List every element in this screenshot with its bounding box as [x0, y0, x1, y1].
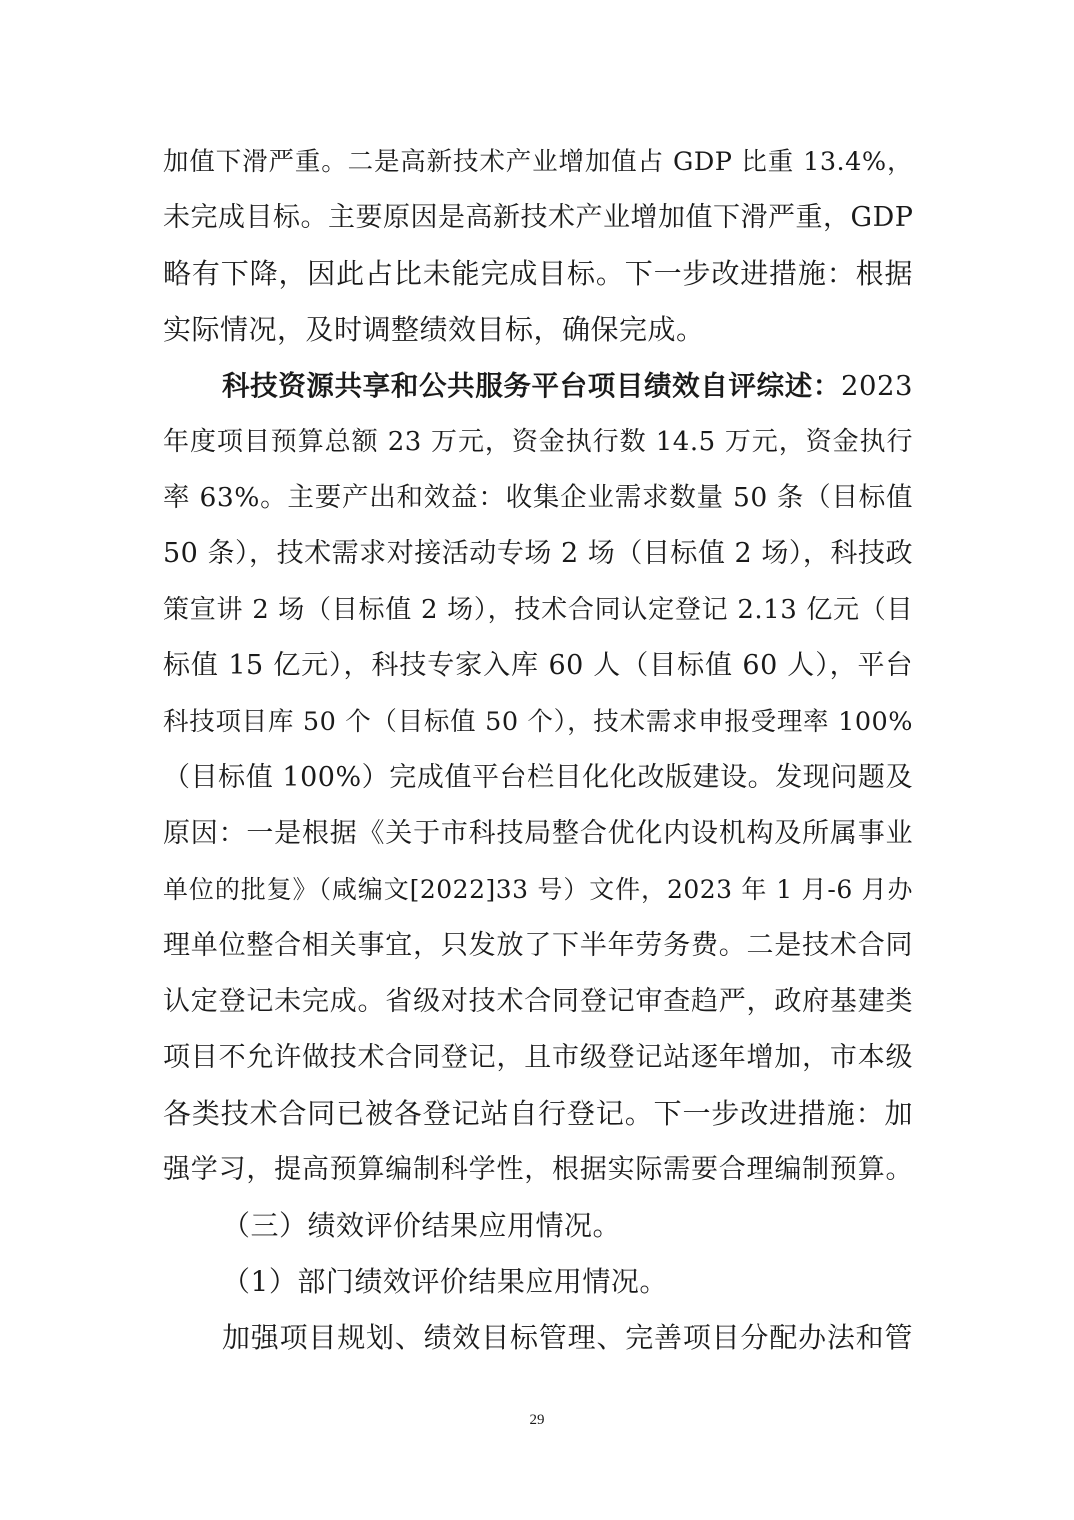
body-line-10: 科技项目库 50 个（目标值 50 个），技术需求申报受理率 100% — [163, 707, 913, 737]
section-heading-year: 2023 — [841, 370, 913, 402]
body-line-7: 50 条），技术需求对接活动专场 2 场（目标值 2 场），科技政 — [163, 538, 913, 569]
body-line-15: 认定登记未完成。省级对技术合同登记审查趋严，政府基建类 — [163, 986, 913, 1017]
subheading-one: （1）部门绩效评价结果应用情况。 — [222, 1265, 668, 1298]
body-line-18: 强学习，提高预算编制科学性，根据实际需要合理编制预算。 — [163, 1154, 913, 1185]
section-heading: 科技资源共享和公共服务平台项目绩效自评综述： — [222, 370, 841, 402]
body-line-11: （目标值 100%）完成值平台栏目化化改版建设。发现问题及 — [163, 762, 913, 793]
body-line-3: 略有下降，因此占比未能完成目标。下一步改进措施：根据 — [163, 257, 913, 290]
body-line-12: 原因：一是根据《关于市科技局整合优化内设机构及所属事业 — [163, 818, 913, 849]
body-line-19: 加强项目规划、绩效目标管理、完善项目分配办法和管 — [222, 1321, 913, 1354]
body-line-14: 理单位整合相关事宜，只发放了下半年劳务费。二是技术合同 — [163, 930, 913, 961]
body-line-17: 各类技术合同已被各登记站自行登记。下一步改进措施：加 — [163, 1097, 913, 1130]
body-line-6: 率 63%。主要产出和效益：收集企业需求数量 50 条（目标值 — [163, 482, 913, 513]
body-line-2: 未完成目标。主要原因是高新技术产业增加值下滑严重，GDP — [163, 202, 914, 233]
body-line-16: 项目不允许做技术合同登记，且市级登记站逐年增加，市本级 — [163, 1042, 913, 1073]
body-line-4: 实际情况，及时调整绩效目标，确保完成。 — [163, 313, 705, 346]
body-line-8: 策宣讲 2 场（目标值 2 场），技术合同认定登记 2.13 亿元（目 — [163, 595, 913, 625]
body-line-5: 年度项目预算总额 23 万元，资金执行数 14.5 万元，资金执行 — [163, 427, 913, 457]
body-line-13: 单位的批复》（咸编文[2022]33 号）文件，2023 年 1 月-6 月办 — [163, 875, 913, 904]
body-line-1: 加值下滑严重。二是高新技术产业增加值占 GDP 比重 13.4%， — [163, 147, 913, 177]
subheading-three: （三）绩效评价结果应用情况。 — [222, 1209, 622, 1242]
body-line-9: 标值 15 亿元），科技专家入库 60 人（目标值 60 人），平台 — [163, 650, 913, 681]
page-number: 29 — [529, 1412, 545, 1428]
section-heading-line — [222, 366, 913, 406]
